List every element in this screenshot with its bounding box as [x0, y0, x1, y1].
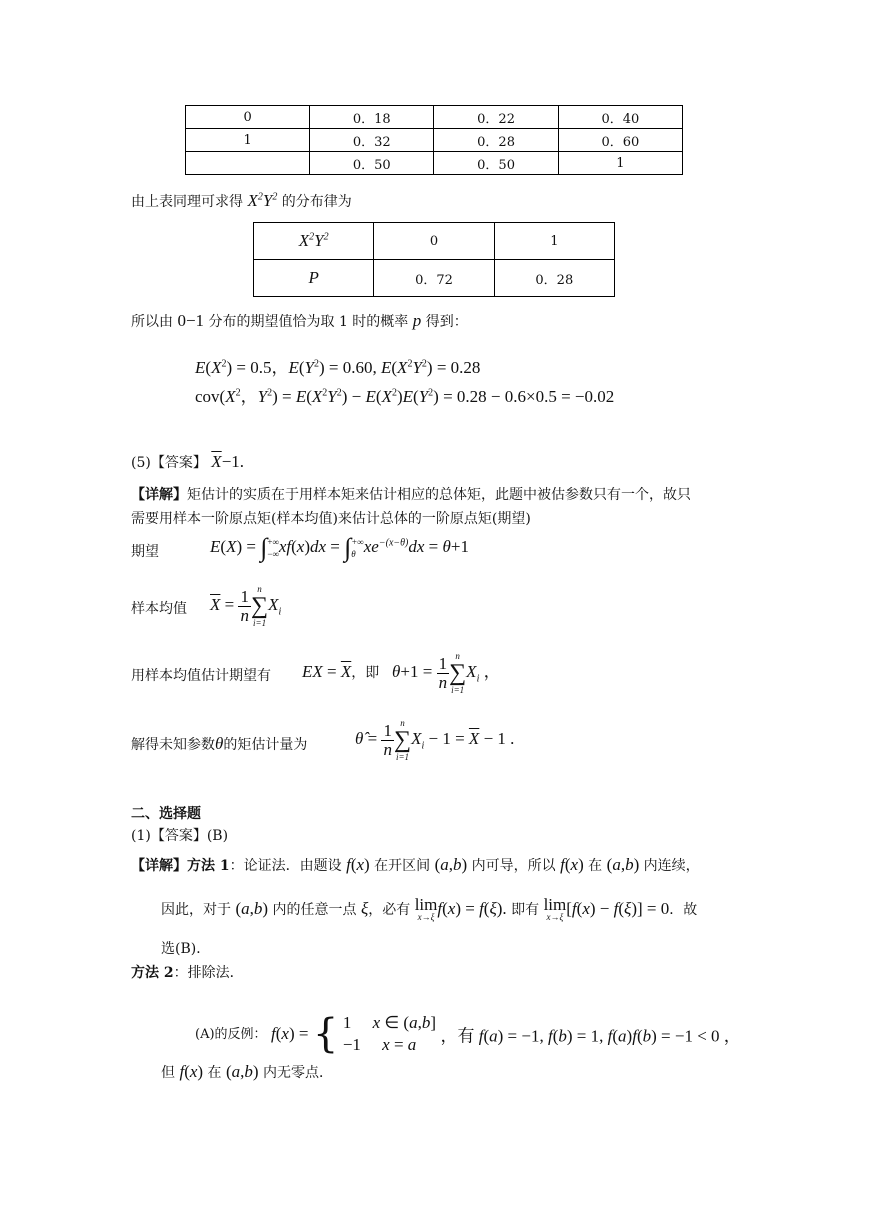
equation-covariance: $cov(X^2$，$Y^2) = E(X^2Y^2) - E(X^2)E(Y^2) = 0.28 - 0.6\times 0.5 = -0.02$: [195, 387, 615, 406]
table-cell: 0．32: [310, 129, 434, 152]
label: (5)【答案】: [131, 455, 207, 471]
label: 方法 2: [131, 965, 174, 981]
detail-line2: 需要用样本一阶原点矩(样本均值)来估计总体的一阶原点矩(期望): [131, 511, 531, 527]
table-cell: 0．28: [494, 260, 614, 297]
table-cell: 0．28: [434, 129, 558, 152]
counterexample-line: (A)的反例： f(x) = { 1 x ∈ (a,b] −1 x = a ，有 f(a) = −1, f(b) = 1, f(a)f(b) = −1 < 0 ，: [195, 1011, 741, 1057]
math: $\overline{X}$: [211, 452, 222, 471]
section-title: 二、选择题: [131, 806, 201, 822]
paragraph: [131, 311, 468, 331]
equation-estimate: EX = $\overline{X}$，即 θ+1 = $\frac{1}{n}$ n ∑ i=1 $X_i$ ，: [302, 651, 501, 695]
table-cell: 0: [186, 106, 310, 129]
table-cell: [186, 152, 310, 175]
table-cell: 0．22: [434, 106, 558, 129]
text: 的矩估计量为: [223, 737, 308, 753]
paragraph: [131, 191, 352, 211]
label: 方法 1: [187, 858, 230, 874]
q5-answer: [131, 452, 244, 472]
table-cell: 0．40: [558, 106, 682, 129]
table-cell: 0．60: [558, 129, 682, 152]
table-cell: 0．72: [374, 260, 494, 297]
text: ：排除法．: [173, 965, 244, 981]
math: −1.: [221, 452, 245, 471]
method1-line3: 选(B)．: [161, 941, 211, 957]
math: θ: [215, 734, 224, 753]
equation-theta-hat: θ̂ = $\frac{1}{n}$ n ∑ i=1 $X_i - 1 = \overline{X} - 1$ .: [355, 718, 515, 762]
table-cell: 0．50: [434, 152, 558, 175]
label: 【详解】: [131, 487, 187, 503]
estimate-text: 用样本均值估计期望有: [131, 668, 271, 684]
joint-distribution-table: [185, 105, 683, 175]
expectation-label: 期望: [131, 544, 159, 560]
q1-answer: (1)【答案】(B): [131, 828, 229, 844]
distribution-table: [253, 222, 615, 297]
method1-line1: 【详解】方法 1：论证法．由题设 f(x) 在开区间 (a,b) 内可导，所以 f(x) 在 (a,b) 内连续，: [131, 855, 700, 874]
math-x2y2: $X^2Y^2$: [247, 191, 278, 210]
detail-line1: [131, 484, 691, 504]
math: 0−1: [177, 311, 205, 330]
table-cell: 1: [558, 152, 682, 175]
table-cell: 0: [374, 223, 494, 260]
text: 的分布律为: [281, 194, 352, 210]
table-cell: 0．18: [310, 106, 434, 129]
equation-sample-mean: $\overline{X}$ = $\frac{1}{n}$ n ∑ i=1 $X_i$: [210, 584, 282, 628]
method2-line: [131, 962, 244, 982]
final-line: 但 f(x) 在 (a,b) 内无零点．: [161, 1062, 334, 1081]
text: 所以由: [131, 314, 173, 330]
table-header-x2y2: $X^2Y^2$: [254, 223, 374, 260]
sample-mean-label: 样本均值: [131, 601, 187, 617]
text: 分布的期望值恰为取 1 时的概率: [208, 314, 409, 330]
math: p: [412, 311, 422, 330]
table-cell: 1: [186, 129, 310, 152]
equation-expectations: $E(X^2) = 0.5$，$E(Y^2) = 0.60$, $E(X^2Y^2) = 0.28$: [195, 358, 481, 377]
equation-expectation: E(X) = ∫+∞ −∞xf(x)dx = ∫+∞ θ $xe^{-(x-\theta)}dx = \theta+1$: [210, 533, 469, 562]
solve-text: [131, 734, 307, 754]
text: 解得未知参数: [131, 737, 215, 753]
label: 【详解】: [131, 858, 187, 874]
text: 矩估计的实质在于用样本矩来估计相应的总体矩，此题中被估参数只有一个，故只: [187, 487, 691, 503]
table-cell: 1: [494, 223, 614, 260]
text: 得到：: [425, 314, 468, 330]
table-cell: 0．50: [310, 152, 434, 175]
method1-line2: 因此，对于 (a,b) 内的任意一点 ξ，必有 lim x→ξ f(x) = f(ξ). 即有 lim x→ξ [f(x) − f(ξ)] = 0．故: [161, 895, 698, 922]
label: (A)的反例：: [195, 1027, 267, 1042]
text: 由上表同理可求得: [131, 194, 243, 210]
table-cell: P: [254, 260, 374, 297]
